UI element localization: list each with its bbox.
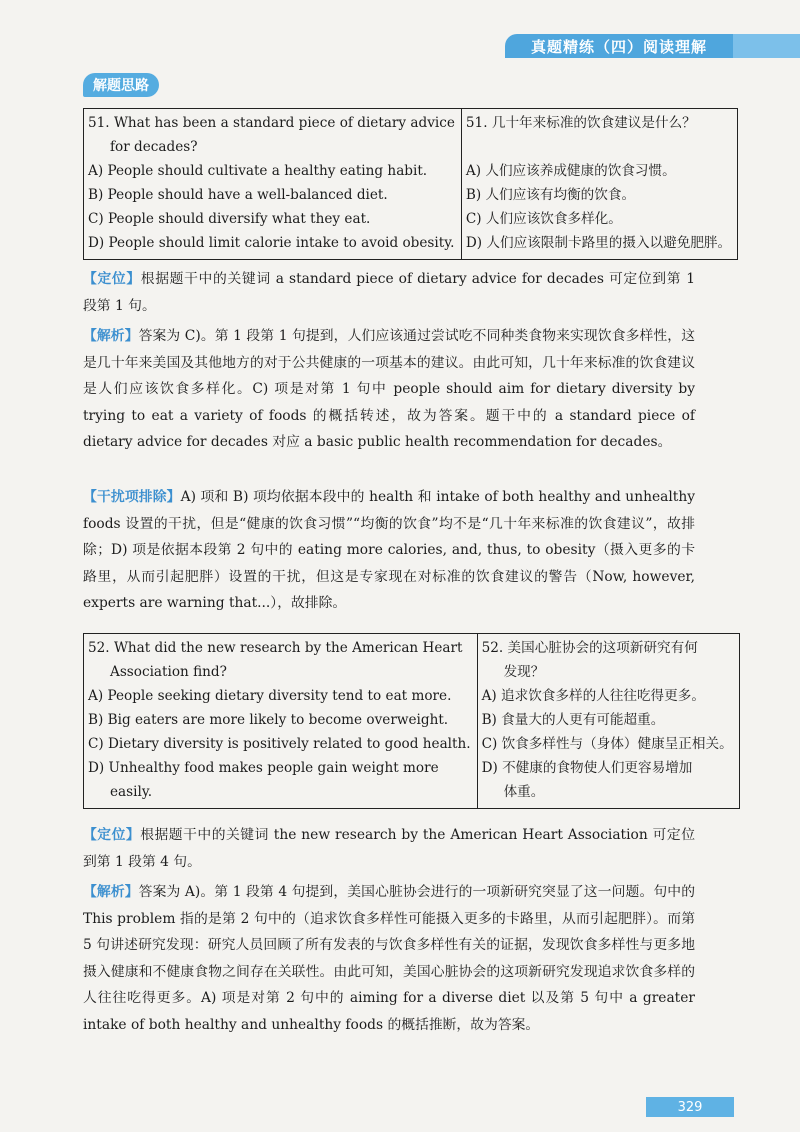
question-51-option-a: A) People should cultivate a healthy eating habit. (88, 163, 428, 179)
analysis-text: 答案为 A)。第 1 段第 4 句提到，美国心脏协会进行的一项新研究突显了这一问题。句中的 This problem 指的是第 2 句中的（追求饮食多样性可能摄入更多的卡路里，从而引起肥胖）。而第 5 句讲述研究发现：研究人员回顾了所有发表的与饮食多样性有关的证据，发现饮食多样性与更多地摄入健康和不健康食物之间存在关联性。由此可知，美国心脏协会的这项新研究发现追求饮食多样的人往往吃得更多。A) 项是对第 2 句中的 aiming for a diverse diet 以及第 5 句中 a greater intake of both healthy and unhealthy foods 的概括推断，故为答案。 (83, 884, 695, 1033)
question-52-option-c: C) Dietary diversity is positively related to good health. (88, 736, 471, 752)
question-52-option-b: B) Big eaters are more likely to become overweight. (88, 712, 449, 728)
distractor-text: A) 项和 B) 项均依据本段中的 health 和 intake of both healthy and unhealthy foods 设置的干扰，但是“健康的饮食习惯”“均衡的饮食”均不是“几十年来标准的饮食建议”，故排除；D) 项是依据本段第 2 句中的 eating more calories, and, thus, to obesity（摄入更多的卡路里，从而引起肥胖）设置的干扰，但这是专家现在对标准的饮食建议的警告（Now, however, experts are warning that...），故排除。 (83, 489, 695, 611)
question-51-option-c-zh: C) 人们应该饮食多样化。 (465, 211, 622, 227)
question-51-spacer (466, 135, 731, 159)
question-51-option-d-zh: D) 人们应该限制卡路里的摄入以避免肥胖。 (465, 235, 732, 251)
question-52-option-a: A) People seeking dietary diversity tend to eat more. (88, 688, 452, 704)
question-52-option-d-zh-cont: 体重。 (503, 784, 545, 800)
question-51-option-d: D) People should limit calorie intake to avoid obesity. (88, 235, 455, 251)
locate-text: 根据题干中的关键词 a standard piece of dietary advice for decades 可定位到第 1 段第 1 句。 (83, 271, 696, 314)
question-52-stem-cont: Association find? (110, 664, 227, 680)
question-51-stem: 51. What has been a standard piece of dietary advice (88, 115, 455, 131)
page-number: 329 (646, 1097, 734, 1117)
q51-locate-paragraph (83, 266, 695, 319)
question-52-option-b-zh: B) 食量大的人更有可能超重。 (481, 712, 665, 728)
locate-label: 【定位】 (83, 827, 141, 843)
question-52-english-cell (84, 634, 478, 809)
solution-approach-badge: 解题思路 (83, 73, 159, 97)
distractor-label: 【干扰项排除】 (83, 489, 181, 505)
question-52-stem-zh-cont: 发现？ (503, 664, 545, 680)
question-51-stem-cont: for decades? (110, 139, 198, 155)
q52-analysis-paragraph (83, 879, 695, 1038)
q51-analysis-paragraph (83, 323, 695, 456)
analysis-label: 【解析】 (83, 328, 139, 344)
section-title-banner: 真题精练（四）阅读理解 (505, 34, 733, 58)
analysis-label: 【解析】 (83, 884, 139, 900)
question-52-chinese-cell (477, 634, 739, 809)
question-52-table (83, 633, 740, 809)
question-51-english-cell (84, 109, 462, 260)
locate-text: 根据题干中的关键词 the new research by the American Heart Association 可定位到第 1 段第 4 句。 (83, 827, 695, 870)
q52-locate-paragraph (83, 822, 695, 875)
question-51-chinese-cell (461, 109, 737, 260)
question-52-stem: 52. What did the new research by the American Heart (88, 640, 463, 656)
question-51-option-b: B) People should have a well-balanced diet. (88, 187, 388, 203)
question-52-option-c-zh: C) 饮食多样性与（身体）健康呈正相关。 (481, 736, 733, 752)
question-52-option-d-zh: D) 不健康的食物使人们更容易增加 (481, 760, 693, 776)
question-52-option-d: D) Unhealthy food makes people gain weight more (88, 760, 439, 776)
question-52-option-d-cont: easily. (110, 784, 153, 800)
analysis-text: 答案为 C)。第 1 段第 1 句提到，人们应该通过尝试吃不同种类食物来实现饮食多样性，这是几十年来美国及其他地方的对于公共健康的一项基本的建议。由此可知，几十年来标准的饮食建议是人们应该饮食多样化。C) 项是对第 1 句中 people should aim for dietary diversity by trying to eat a variety of foods 的概括转述，故为答案。题干中的 a standard piece of dietary advice for decades 对应 a basic public health recommendation for decades。 (83, 328, 696, 450)
question-51-option-b-zh: B) 人们应该有均衡的饮食。 (465, 187, 636, 203)
question-51-option-a-zh: A) 人们应该养成健康的饮食习惯。 (465, 163, 676, 179)
question-51-stem-zh: 51. 几十年来标准的饮食建议是什么？ (465, 115, 696, 131)
question-51-table (83, 108, 738, 260)
question-51-option-c: C) People should diversify what they eat. (88, 211, 371, 227)
banner-decoration (733, 34, 800, 58)
question-52-stem-zh: 52. 美国心脏协会的这项新研究有何 (481, 640, 698, 656)
q51-distractor-paragraph (83, 484, 695, 617)
locate-label: 【定位】 (83, 271, 141, 287)
question-52-option-a-zh: A) 追求饮食多样的人往往吃得更多。 (481, 688, 705, 704)
